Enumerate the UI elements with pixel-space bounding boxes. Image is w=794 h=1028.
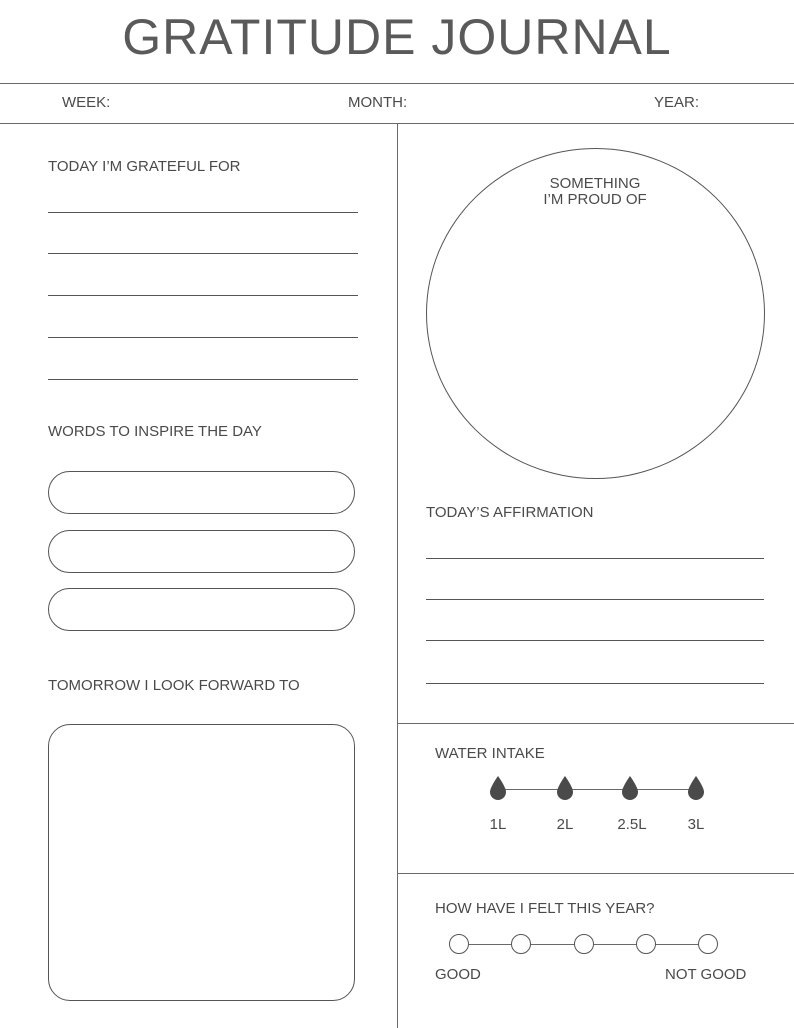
water-heading: WATER INTAKE [435, 745, 545, 762]
year-label: YEAR: [654, 94, 700, 111]
affirmation-write-line[interactable] [426, 558, 764, 559]
inspire-heading: WORDS TO INSPIRE THE DAY [48, 423, 262, 440]
grateful-write-line[interactable] [48, 295, 358, 296]
feeling-good-label: GOOD [435, 966, 481, 983]
feeling-scale-point[interactable] [698, 934, 718, 954]
column-divider [397, 123, 398, 1028]
affirmation-heading: TODAY’S AFFIRMATION [426, 504, 594, 521]
water-level-label: 1L [489, 816, 507, 833]
inspire-field[interactable] [48, 588, 355, 631]
header-top-divider [0, 83, 794, 84]
water-section-divider [397, 723, 794, 724]
tomorrow-box[interactable] [48, 724, 355, 1001]
feeling-scale-point[interactable] [511, 934, 531, 954]
water-drop-icon[interactable] [555, 775, 575, 801]
inspire-field[interactable] [48, 530, 355, 573]
feeling-not-good-label: NOT GOOD [665, 966, 747, 983]
water-track-line [498, 789, 696, 790]
grateful-write-line[interactable] [48, 253, 358, 254]
affirmation-write-line[interactable] [426, 599, 764, 600]
feeling-scale-point[interactable] [574, 934, 594, 954]
water-drop-icon[interactable] [686, 775, 706, 801]
water-drop-icon[interactable] [488, 775, 508, 801]
inspire-field[interactable] [48, 471, 355, 514]
water-level-label: 3L [687, 816, 705, 833]
grateful-write-line[interactable] [48, 212, 358, 213]
feeling-section-divider [397, 873, 794, 874]
month-label: MONTH: [348, 94, 408, 111]
page-title: GRATITUDE JOURNAL [122, 9, 672, 65]
week-label: WEEK: [62, 94, 111, 111]
proud-heading-line1: SOMETHING [549, 175, 641, 192]
feeling-heading: HOW HAVE I FELT THIS YEAR? [435, 900, 655, 917]
tomorrow-heading: TOMORROW I LOOK FORWARD TO [48, 677, 300, 694]
grateful-write-line[interactable] [48, 379, 358, 380]
grateful-write-line[interactable] [48, 337, 358, 338]
water-level-label: 2.5L [617, 816, 647, 833]
feeling-scale-point[interactable] [449, 934, 469, 954]
affirmation-write-line[interactable] [426, 683, 764, 684]
proud-heading-line2: I’M PROUD OF [543, 191, 647, 208]
affirmation-write-line[interactable] [426, 640, 764, 641]
water-level-label: 2L [556, 816, 574, 833]
feeling-scale-point[interactable] [636, 934, 656, 954]
grateful-heading: TODAY I’M GRATEFUL FOR [48, 158, 241, 175]
water-drop-icon[interactable] [620, 775, 640, 801]
